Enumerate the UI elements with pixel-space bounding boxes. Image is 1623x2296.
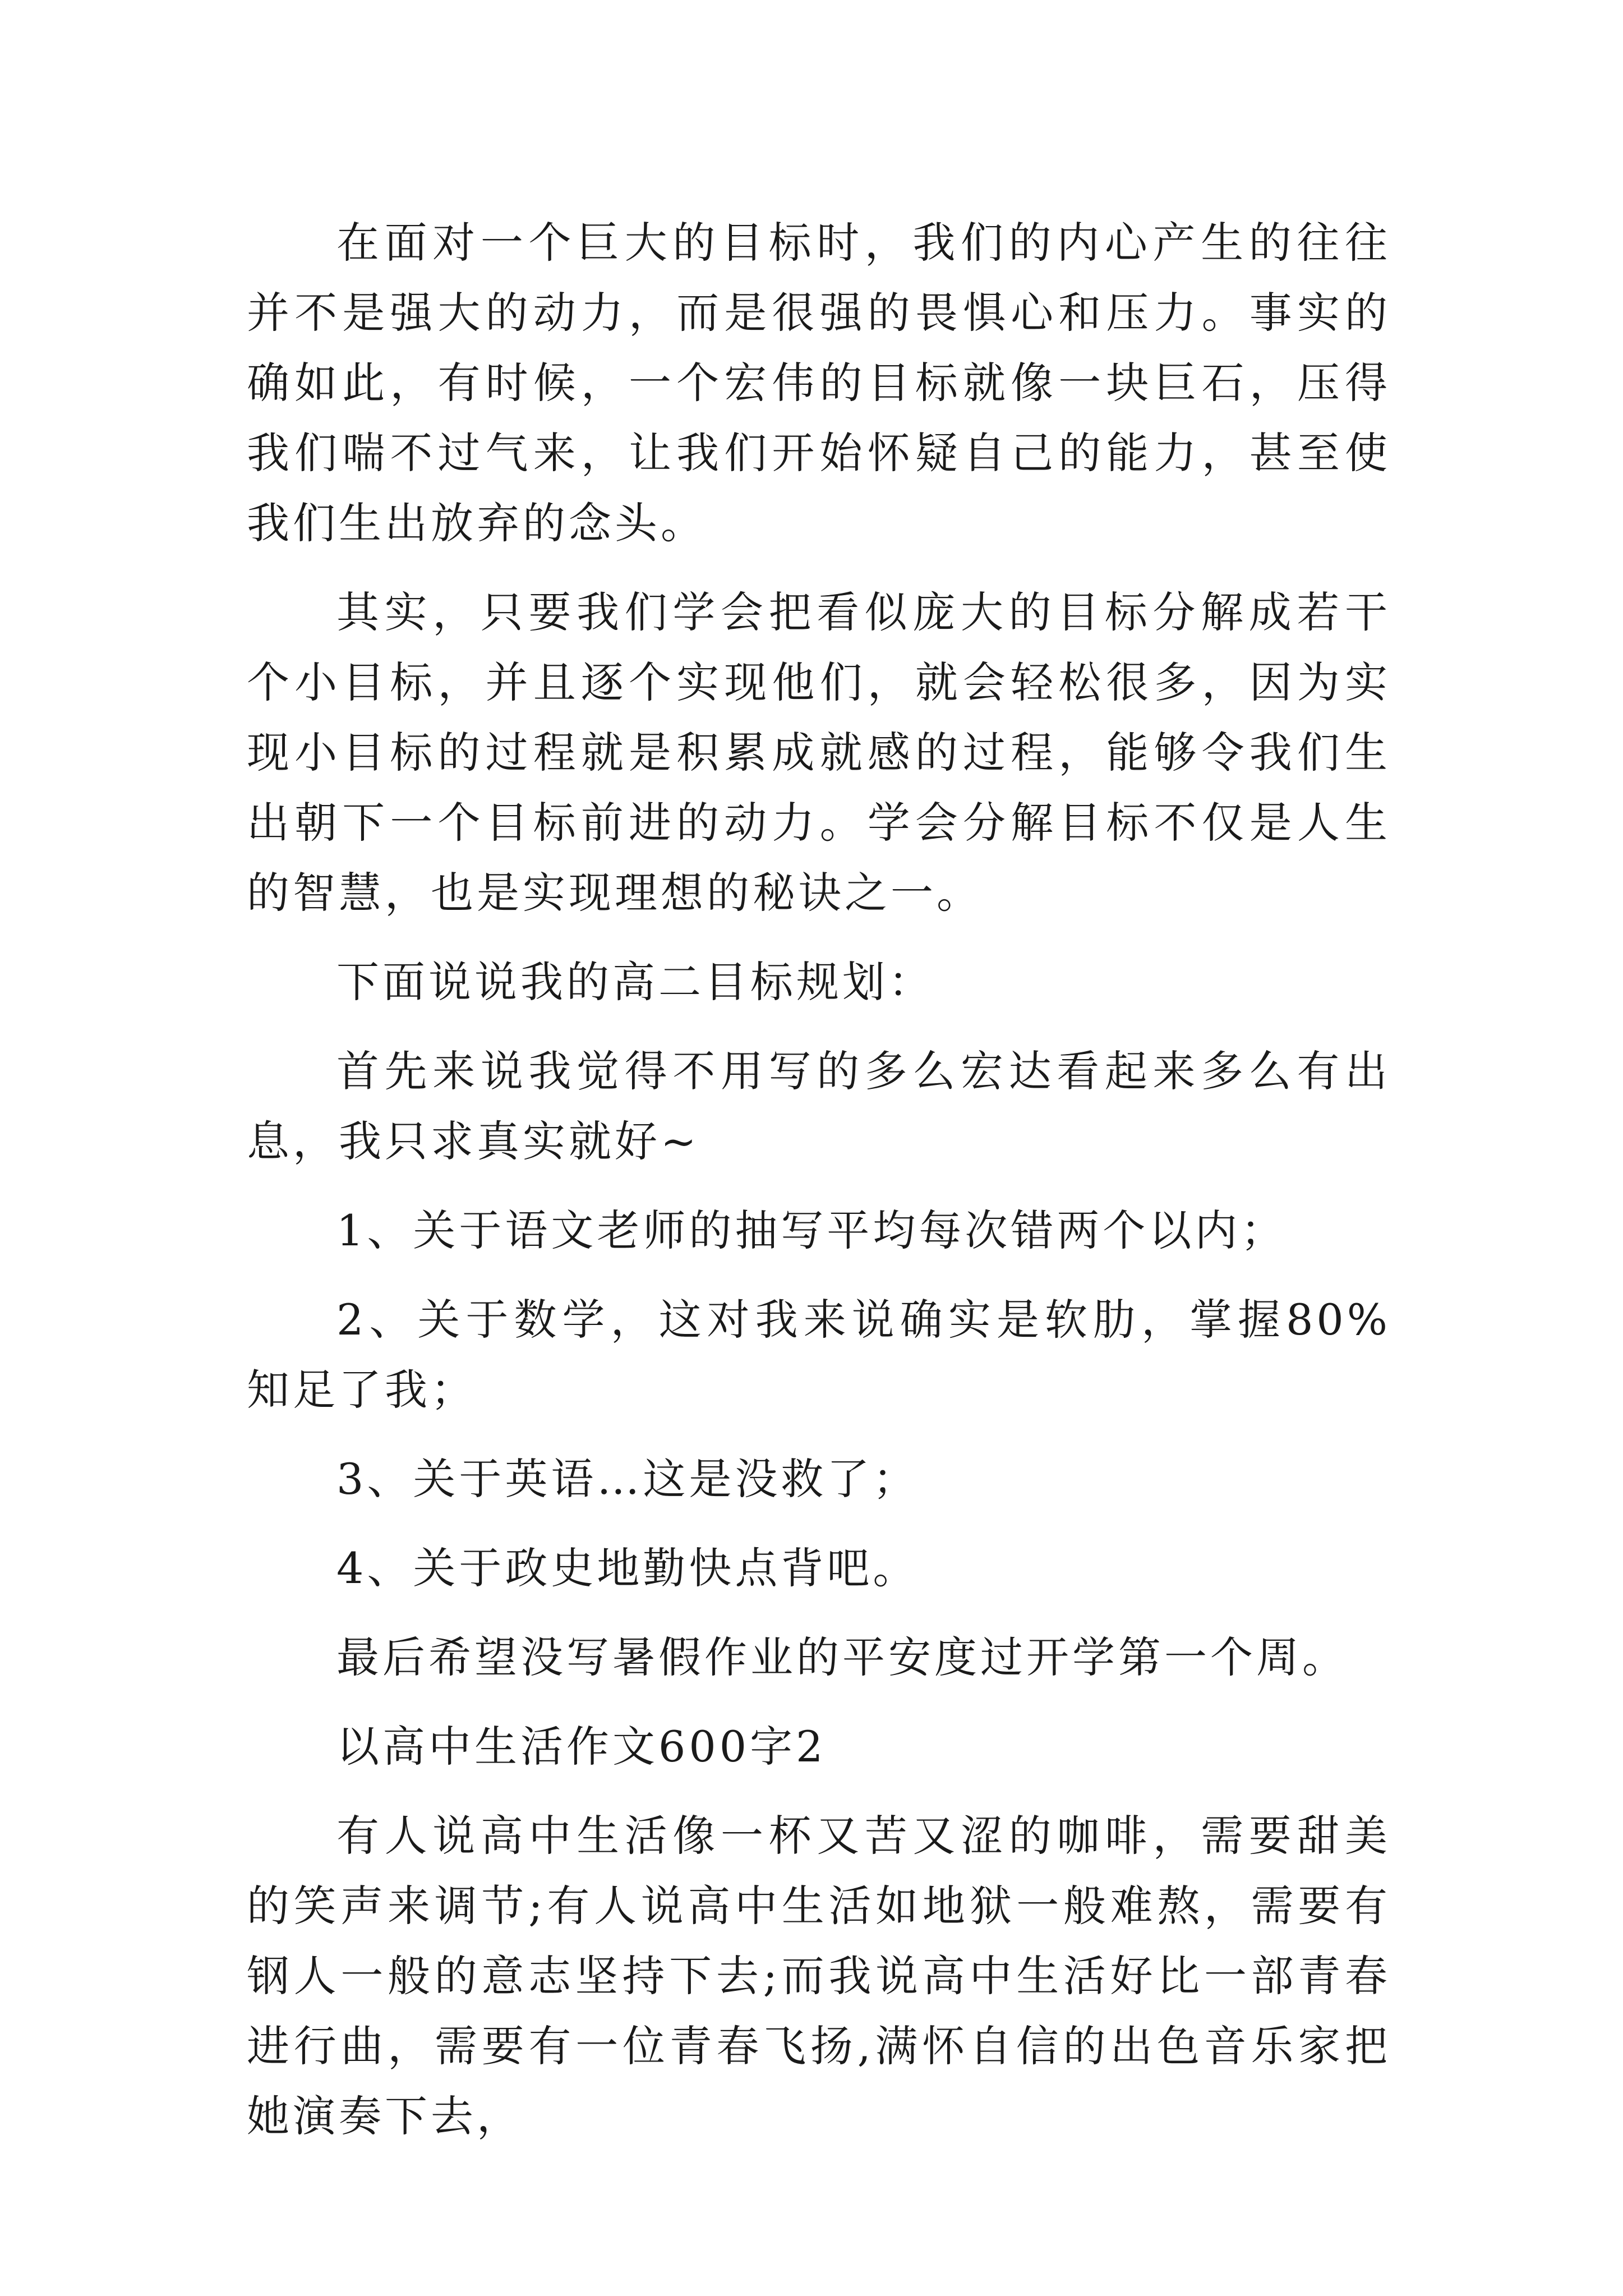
list-item-3: 3、关于英语…这是没救了； [336,1454,919,1504]
paragraph-4: 首先来说我觉得不用写的多么宏达看起来多么有出息，我只求真实就好~ [247,1046,1391,1166]
paragraph-5: 有人说高中生活像一杯又苦又涩的咖啡，需要甜美的笑声来调节;有人说高中生活如地狱一般难熬，需要有钢人一般的意志坚持下去;而我说高中生活好比一部青春进行曲，需要有一位青春飞扬,满怀自信的出色音乐家把她演奏下去， [247,1811,1391,2141]
paragraph-closing: 最后希望没写暑假作业的平安度过开学第一个周。 [336,1632,1348,1682]
list-item-1: 1、关于语文老师的抽写平均每次错两个以内； [336,1205,1287,1255]
paragraph-2: 其实，只要我们学会把看似庞大的目标分解成若干个小目标，并且逐个实现他们，就会轻松很多，因为实现小目标的过程就是积累成就感的过程，能够令我们生出朝下一个目标前进的动力。学会分解目标不仅是人生的智慧，也是实现理想的秘诀之一。 [247,587,1391,918]
paragraph-1: 在面对一个巨大的目标时，我们的内心产生的往往并不是强大的动力，而是很强的畏惧心和压力。事实的确如此，有时候，一个宏伟的目标就像一块巨石，压得我们喘不过气来，让我们开始怀疑自己的能力，甚至使我们生出放弃的念头。 [247,218,1391,548]
document-body [247,208,1391,2151]
section-heading: 以高中生活作文600字2 [336,1722,827,1772]
paragraph-3: 下面说说我的高二目标规划： [336,957,934,1007]
list-item-4: 4、关于政史地勤快点背吧。 [336,1543,919,1593]
list-item-2: 2、关于数学，这对我来说确实是软肋，掌握80%知足了我； [247,1295,1391,1415]
